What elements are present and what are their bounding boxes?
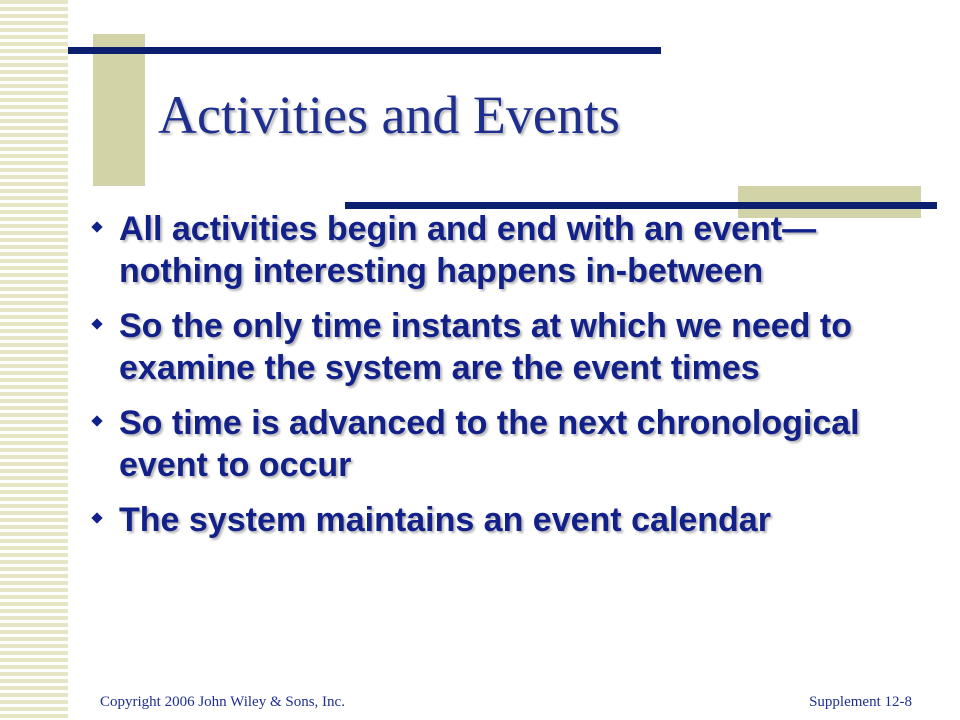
tan-vertical-bar (93, 34, 145, 186)
bullet-item (90, 499, 880, 541)
slide-title: Activities and Events (158, 85, 620, 145)
diamond-bullet-icon (91, 318, 102, 329)
bullet-list (90, 208, 880, 554)
copyright-footer: Copyright 2006 John Wiley & Sons, Inc. (100, 694, 345, 710)
bullet-text: All activities begin and end with an event—nothing interesting happens in-between (119, 210, 817, 290)
bullet-item (90, 305, 880, 389)
page-number-footer: Supplement 12-8 (809, 694, 912, 710)
bullet-text: The system maintains an event calendar (119, 501, 771, 539)
striped-margin-decoration (0, 0, 68, 720)
diamond-bullet-icon (91, 415, 102, 426)
bullet-item (90, 208, 880, 292)
navy-top-rule (68, 47, 661, 54)
bullet-text: So time is advanced to the next chronological event to occur (119, 404, 860, 484)
bullet-item (90, 402, 880, 486)
diamond-bullet-icon (91, 221, 102, 232)
bullet-text: So the only time instants at which we need to examine the system are the event times (119, 307, 852, 387)
diamond-bullet-icon (91, 512, 102, 523)
